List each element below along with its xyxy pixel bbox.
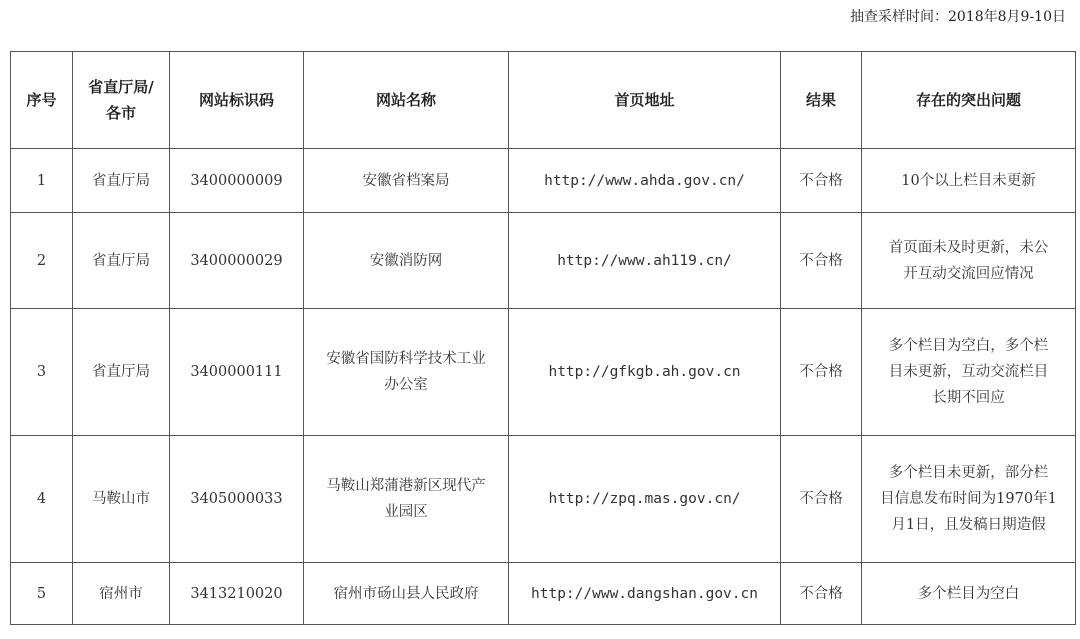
header-site-id: 网站标识码 [170, 52, 304, 149]
header-unit-line2: 各市 [105, 104, 136, 122]
cell-unit: 宿州市 [73, 563, 170, 625]
header-site-name: 网站名称 [304, 52, 509, 149]
cell-site-id: 3400000111 [170, 309, 304, 436]
issue-line: 多个栏目为空白 [917, 585, 1020, 602]
cell-homepage: http://zpq.mas.gov.cn/ [509, 436, 781, 563]
site-name-line: 宿州市砀山县人民政府 [333, 585, 479, 602]
cell-homepage: http://www.dangshan.gov.cn [509, 563, 781, 625]
header-unit-line1: 省直厅局/ [88, 78, 154, 96]
site-name-line: 业园区 [384, 504, 428, 520]
cell-homepage: http://www.ah119.cn/ [509, 213, 781, 309]
issue-line: 长期不回应 [932, 390, 1005, 406]
inspection-table [10, 51, 1076, 625]
cell-issues [862, 149, 1076, 213]
header-homepage: 首页地址 [509, 52, 781, 149]
site-name-line: 办公室 [384, 377, 428, 393]
cell-site-id: 3405000033 [170, 436, 304, 563]
cell-site-id: 3400000009 [170, 149, 304, 213]
header-unit [73, 52, 170, 149]
header-index: 序号 [11, 52, 73, 149]
header-result: 结果 [781, 52, 862, 149]
cell-index: 4 [11, 436, 73, 563]
cell-result: 不合格 [781, 213, 862, 309]
cell-index: 1 [11, 149, 73, 213]
issue-line: 首页面未及时更新，未公 [888, 239, 1049, 256]
cell-homepage: http://www.ahda.gov.cn/ [509, 149, 781, 213]
cell-result: 不合格 [781, 149, 862, 213]
site-name-line: 安徽省档案局 [362, 172, 450, 189]
table-row [11, 563, 1076, 625]
issue-line: 月1日，且发稿日期造假 [891, 517, 1046, 533]
cell-site-name [304, 563, 509, 625]
cell-index: 2 [11, 213, 73, 309]
table-row [11, 149, 1076, 213]
site-name-line: 马鞍山郑蒲港新区现代产 [326, 478, 486, 494]
issue-line: 目信息发布时间为1970年1 [880, 491, 1057, 507]
cell-unit: 省直厅局 [73, 309, 170, 436]
cell-index: 3 [11, 309, 73, 436]
cell-site-name [304, 436, 509, 563]
cell-site-id: 3400000029 [170, 213, 304, 309]
cell-result: 不合格 [781, 436, 862, 563]
issue-line: 多个栏目未更新，部分栏 [888, 465, 1049, 481]
header-row [11, 52, 1076, 149]
cell-issues [862, 563, 1076, 625]
sampling-time: 抽查采样时间：2018年8月9-10日 [850, 9, 1066, 25]
cell-result: 不合格 [781, 563, 862, 625]
issue-line: 多个栏目为空白，多个栏 [888, 338, 1049, 354]
table-row [11, 309, 1076, 436]
cell-result: 不合格 [781, 309, 862, 436]
cell-site-name [304, 309, 509, 436]
cell-site-name [304, 149, 509, 213]
site-name-line: 安徽消防网 [369, 252, 443, 269]
site-name-line: 安徽省国防科学技术工业 [326, 351, 486, 367]
cell-unit: 马鞍山市 [73, 436, 170, 563]
header-issues: 存在的突出问题 [862, 52, 1076, 149]
cell-unit: 省直厅局 [73, 213, 170, 309]
issue-line: 目未更新，互动交流栏目 [888, 364, 1049, 380]
cell-unit: 省直厅局 [73, 149, 170, 213]
cell-site-name [304, 213, 509, 309]
issue-line: 开互动交流回应情况 [903, 265, 1034, 282]
table-row [11, 213, 1076, 309]
cell-site-id: 3413210020 [170, 563, 304, 625]
cell-homepage: http://gfkgb.ah.gov.cn [509, 309, 781, 436]
cell-index: 5 [11, 563, 73, 625]
cell-issues [862, 213, 1076, 309]
table-row [11, 436, 1076, 563]
issue-line: 10个以上栏目未更新 [901, 172, 1036, 189]
cell-issues [862, 309, 1076, 436]
cell-issues [862, 436, 1076, 563]
